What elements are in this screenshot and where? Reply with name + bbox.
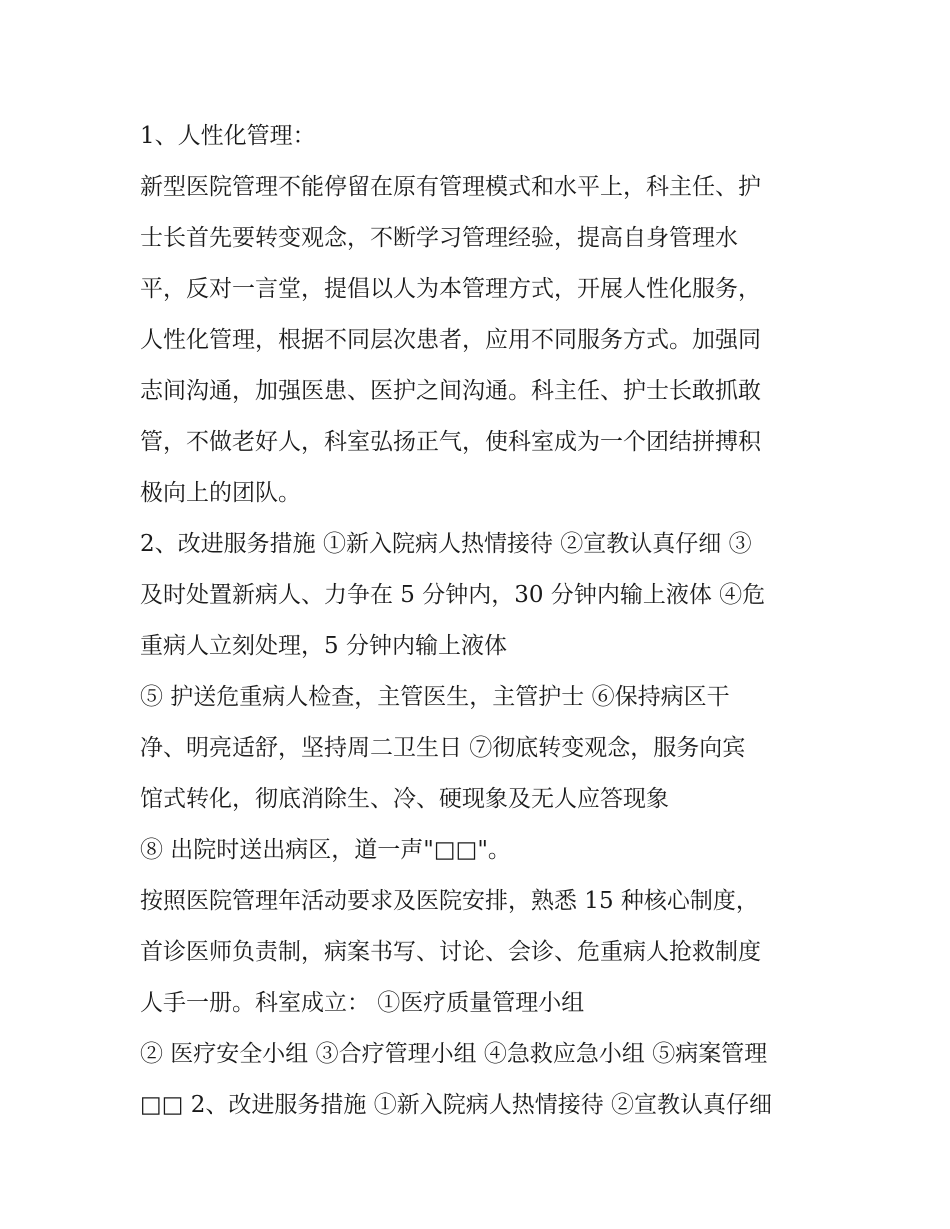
text-line: 按照医院管理年活动要求及医院安排，熟悉 15 种核心制度， <box>140 888 759 914</box>
text-line: 志间沟通，加强医患、医护之间沟通。科主任、护士长敢抓敢 <box>140 378 761 404</box>
text-line: 人手一册。科室成立： ①医疗质量管理小组 <box>140 990 585 1016</box>
text-line: □□ 2、改进服务措施 ①新入院病人热情接待 ②宣教认真仔细 <box>140 1092 773 1118</box>
text-line: 新型医院管理不能停留在原有管理模式和水平上，科主任、护 <box>140 174 761 200</box>
text-line: 馆式转化，彻底消除生、冷、硬现象及无人应答现象 <box>140 786 669 812</box>
text-line: 首诊医师负责制，病案书写、讨论、会诊、危重病人抢救制度 <box>140 939 761 965</box>
text-line: 及时处置新病人、力争在 5 分钟内，30 分钟内输上液体 ④危 <box>140 582 766 608</box>
text-line: ⑤ 护送危重病人检查，主管医生，主管护士 ⑥保持病区干 <box>140 684 730 710</box>
text-line: 管，不做老好人，科室弘扬正气，使科室成为一个团结拼搏积 <box>140 429 761 455</box>
heading-humanized-management: 1、人性化管理： <box>140 123 316 149</box>
text-line: ② 医疗安全小组 ③合疗管理小组 ④急救应急小组 ⑤病案管理 <box>140 1041 768 1067</box>
text-line: ⑧ 出院时送出病区，道一声"□□"。 <box>140 837 511 863</box>
text-line: 净、明亮适舒，坚持周二卫生日 ⑦彻底转变观念，服务向宾 <box>140 735 746 761</box>
text-line: 重病人立刻处理，5 分钟内输上液体 <box>140 633 507 659</box>
document-body <box>140 111 820 1131</box>
text-line: 极向上的团队。 <box>140 480 301 506</box>
text-line: 士长首先要转变观念，不断学习管理经验，提高自身管理水 <box>140 225 738 251</box>
text-line: 平，反对一言堂，提倡以人为本管理方式，开展人性化服务， <box>140 276 761 302</box>
text-line: 人性化管理，根据不同层次患者，应用不同服务方式。加强同 <box>140 327 761 353</box>
heading-service-measures: 2、改进服务措施 ①新入院病人热情接待 ②宣教认真仔细 ③ <box>140 531 752 557</box>
